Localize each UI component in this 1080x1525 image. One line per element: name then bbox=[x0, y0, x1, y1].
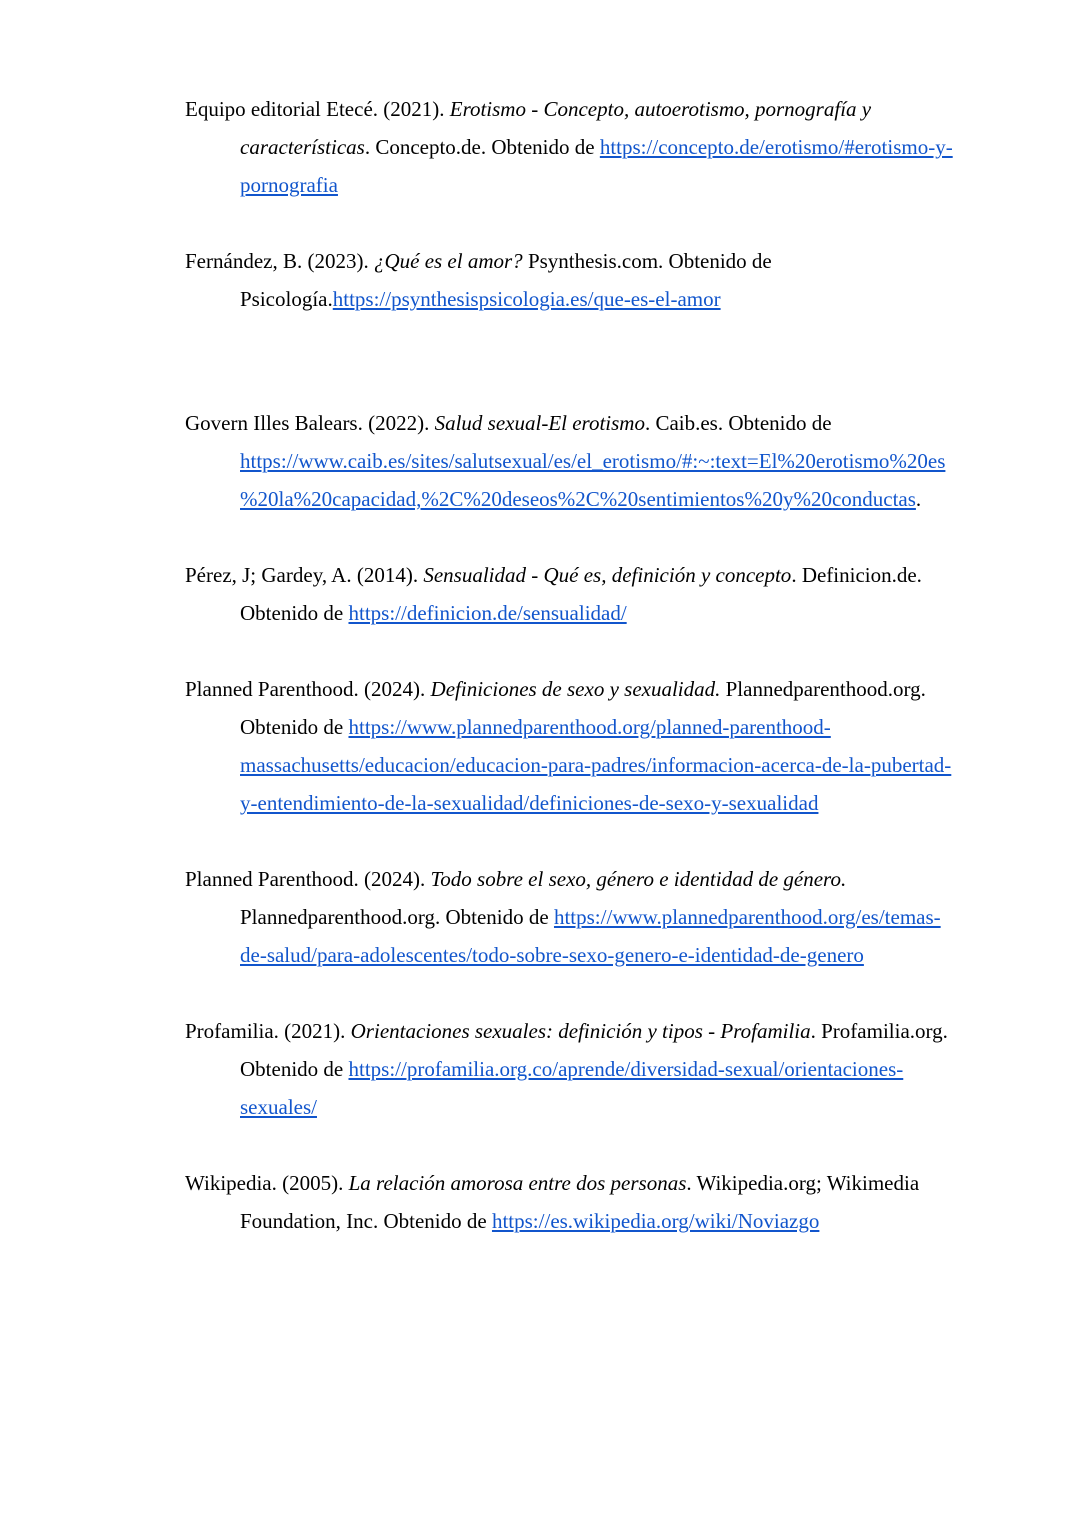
reference-text: . Caib.es. Obtenido de bbox=[644, 411, 832, 435]
reference-title: Definiciones de sexo y sexualidad. bbox=[430, 677, 721, 701]
reference-title: Todo sobre el sexo, género e identidad de género. bbox=[430, 867, 847, 891]
reference-entry bbox=[185, 556, 958, 632]
reference-link[interactable]: https://definicion.de/sensualidad/ bbox=[348, 601, 627, 625]
reference-text: Plannedparenthood.org. Obtenido de bbox=[240, 677, 926, 739]
reference-text: Planned Parenthood. (2024). bbox=[185, 867, 431, 891]
reference-text: . Concepto.de. Obtenido de bbox=[364, 135, 600, 159]
reference-title: La relación amorosa entre dos personas bbox=[348, 1171, 687, 1195]
reference-title: Sensualidad - Qué es, definición y concepto bbox=[423, 563, 792, 587]
reference-link[interactable]: https://concepto.de/erotismo/#erotismo-y-pornografia bbox=[240, 135, 953, 197]
reference-entry bbox=[185, 90, 958, 204]
reference-text: . Wikipedia.org; Wikimedia Foundation, Inc. Obtenido de bbox=[240, 1171, 920, 1233]
reference-entry bbox=[185, 1164, 958, 1240]
reference-link[interactable]: https://es.wikipedia.org/wiki/Noviazgo bbox=[491, 1209, 820, 1233]
reference-link[interactable]: https://psynthesispsicologia.es/que-es-el-amor bbox=[332, 287, 721, 311]
reference-text: Plannedparenthood.org. Obtenido de bbox=[240, 905, 554, 929]
reference-entry bbox=[185, 670, 958, 822]
reference-link[interactable]: https://profamilia.org.co/aprende/diversidad-sexual/orientaciones-sexuales/ bbox=[240, 1057, 904, 1119]
reference-text: Wikipedia. (2005). bbox=[185, 1171, 349, 1195]
reference-text: . Profamilia.org. Obtenido de bbox=[240, 1019, 948, 1081]
reference-text: Profamilia. (2021). bbox=[185, 1019, 351, 1043]
reference-text: . Definicion.de. Obtenido de bbox=[240, 563, 922, 625]
reference-link[interactable]: https://www.plannedparenthood.org/planned-parenthood-massachusetts/educacion/educacion-para-padres/informacion-acerca-de-la-pubertad-y-entendimiento-de-la-sexualidad/definiciones-de-sexo-y-sexualidad bbox=[240, 715, 952, 815]
reference-entry bbox=[185, 242, 958, 318]
reference-list bbox=[185, 90, 958, 1240]
reference-entry bbox=[185, 860, 958, 974]
reference-title: Salud sexual-El erotismo bbox=[434, 411, 645, 435]
reference-text: Planned Parenthood. (2024). bbox=[185, 677, 431, 701]
reference-text: Govern Illes Balears. (2022). bbox=[185, 411, 435, 435]
reference-title: Erotismo - Concepto, autoerotismo, pornografía y características bbox=[240, 97, 872, 159]
reference-entry bbox=[185, 404, 958, 518]
reference-title: Orientaciones sexuales: definición y tipos - Profamilia bbox=[350, 1019, 811, 1043]
reference-link[interactable]: https://www.plannedparenthood.org/es/temas-de-salud/para-adolescentes/todo-sobre-sexo-genero-e-identidad-de-genero bbox=[240, 905, 941, 967]
reference-text: Psynthesis.com. Obtenido de Psicología. bbox=[240, 249, 772, 311]
reference-entry bbox=[185, 1012, 958, 1126]
reference-link[interactable]: https://www.caib.es/sites/salutsexual/es/el_erotismo/#:~:text=El%20erotismo%20es%20la%20capacidad,%2C%20deseos%2C%20sentimientos%20y%20conductas bbox=[240, 449, 946, 511]
reference-text: Pérez, J; Gardey, A. (2014). bbox=[185, 563, 424, 587]
reference-title: ¿Qué es el amor? bbox=[373, 249, 523, 273]
reference-text: Fernández, B. (2023). bbox=[185, 249, 374, 273]
reference-text: . bbox=[915, 487, 922, 511]
reference-text: Equipo editorial Etecé. (2021). bbox=[185, 97, 450, 121]
